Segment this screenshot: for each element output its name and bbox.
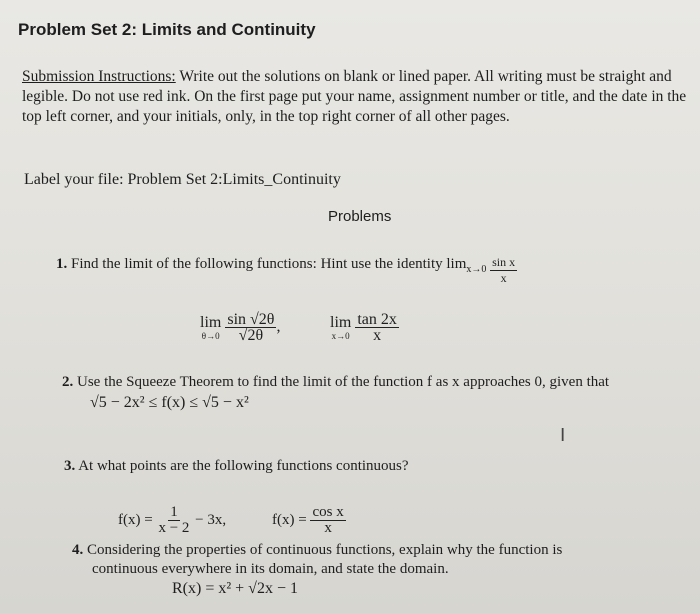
expression-comma: , [276, 318, 281, 336]
problem-4-line-2: continuous everywhere in its domain, and state the domain. [92, 561, 449, 577]
function-1-lhs: f(x) = [118, 511, 153, 528]
problem-1-text: Find the limit of the following functions: Hint use the identity lim [71, 255, 467, 272]
lim-text: lim [200, 313, 222, 331]
function-1-numerator: 1 [170, 504, 178, 520]
hint-denominator: x [500, 271, 507, 285]
text-cursor-icon: I [560, 425, 566, 446]
problem-4-statement [72, 542, 562, 559]
problem-4-line-1: Considering the properties of continuous functions, explain why the function is [87, 542, 563, 558]
problem-1-expression-1 [200, 312, 280, 343]
fraction-2-denominator: x [373, 327, 382, 344]
submission-instructions [22, 67, 690, 127]
function-2-denominator: x [324, 520, 332, 536]
function-1-fraction [156, 505, 191, 536]
squeeze-inequality: √5 − 2x² ≤ f(x) ≤ √5 − x² [90, 394, 249, 411]
problem-4-formula: R(x) = x² + √2x − 1 [172, 580, 298, 597]
problem-3-text: At what points are the following functions continuous? [78, 458, 409, 474]
problems-heading: Problems [328, 208, 392, 225]
problem-3-function-1 [118, 505, 226, 536]
fraction-1-numerator: sin √2θ [227, 311, 275, 328]
function-1-denominator: x − 2 [158, 520, 190, 536]
function-2-fraction [310, 505, 345, 536]
fraction-2 [355, 312, 399, 343]
instructions-text: Write out the solutions on blank or lined paper. All writing must be straight and legible. Do not use red ink. On the first page put your name, assignment number or title, and the date in the top left corner, and your initials, only, in the top right corner of all other pages. [22, 68, 687, 125]
label-file-line: Label your file: Problem Set 2:Limits_Continuity [24, 171, 341, 188]
hint-fraction [490, 255, 517, 286]
problem-3-statement [64, 458, 409, 475]
fraction-1-denominator: √2θ [238, 327, 264, 344]
problem-3-number: 3. [64, 458, 76, 474]
function-2-numerator: cos x [312, 504, 344, 520]
limit-operator-2 [330, 315, 351, 341]
limit-sub-theta: θ→0 [201, 330, 220, 341]
instructions-label: Submission Instructions: [22, 68, 176, 85]
page-title: Problem Set 2: Limits and Continuity [18, 20, 316, 39]
lim-text: lim [330, 313, 352, 331]
problem-2-text: Use the Squeeze Theorem to find the limit of the function f as x approaches 0, given that [77, 374, 610, 390]
problem-1-expression-2 [330, 312, 399, 343]
function-1-tail: − 3x, [195, 511, 227, 528]
function-2-lhs: f(x) = [272, 511, 307, 528]
fraction-2-numerator: tan 2x [357, 311, 397, 328]
problem-4-number: 4. [72, 542, 84, 558]
limit-sub-x: x→0 [331, 330, 350, 341]
fraction-1 [225, 312, 276, 343]
hint-limit-sub: x→0 [466, 263, 487, 275]
hint-numerator: sin x [492, 255, 516, 269]
problem-1-number: 1. [56, 255, 68, 272]
limit-operator-1 [200, 315, 221, 341]
problem-2-statement [62, 374, 609, 391]
problem-1-statement [56, 255, 517, 286]
problem-2-number: 2. [62, 374, 74, 390]
problem-3-function-2 [272, 505, 346, 536]
